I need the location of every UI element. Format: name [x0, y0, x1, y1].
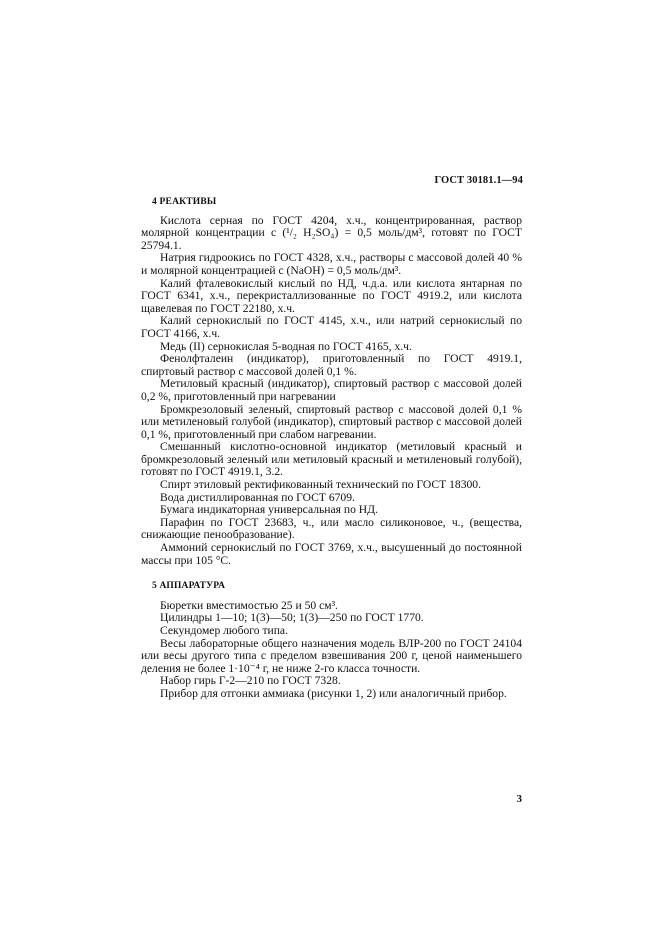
paragraph: Цилиндры 1—10; 1(3)—50; 1(3)—250 по ГОСТ 1770.	[160, 611, 424, 625]
paragraph: Аммоний сернокислый по ГОСТ 3769, х.ч., высушенный до постоянной массы при 105 °С.	[141, 541, 522, 567]
paragraph: Фенолфталеин (индикатор), приготовленный по ГОСТ 4919.1, спиртовый раствор с массовой долей 0,1 %.	[141, 352, 522, 378]
paragraph: Бумага индикаторная универсальная по НД.	[160, 503, 378, 517]
document-body	[141, 196, 522, 701]
paragraph: Метиловый красный (индикатор), спиртовый раствор с массовой долей 0,2 %, приготовленный при нагревании	[141, 377, 522, 403]
section-title-apparatus: 5 АППАРАТУРА	[152, 581, 226, 592]
paragraph: Калий фталевокислый кислый по НД, ч.д.а. или кислота янтарная по ГОСТ 6341, х.ч., перекристаллизованные по ГОСТ 4919.2, или кислота щавелевая по ГОСТ 22180, х.ч.	[141, 276, 522, 315]
paragraph: Секундомер любого типа.	[160, 624, 288, 637]
document-id-header: ГОСТ 30181.1—94	[434, 175, 523, 186]
paragraph: Весы лабораторные общего назначения модель ВЛР-200 по ГОСТ 24104 или весы другого типа с пределом взвешивания 200 г, ценой наименьшего деления не более 1·10⁻⁴ г, не ниже 2-го класса точности.	[141, 636, 522, 675]
paragraph: Бромкрезоловый зеленый, спиртовый раствор с массовой долей 0,1 % или метиленовый голубой (индикатор), спиртовый раствор с массовой долей 0,1 %, приготовленный при слабом нагревании.	[141, 402, 522, 441]
paragraph: Кислота серная по ГОСТ 4204, х.ч., концентрированная, раствор молярной концентрации c (¹/₂ H₂SO₄) = 0,5 моль/дм³, готовят по ГОСТ 25794.1.	[141, 213, 522, 252]
paragraph: Медь (II) сернокислая 5-водная по ГОСТ 4165, х.ч.	[160, 339, 412, 353]
paragraph: Бюретки вместимостью 25 и 50 см³.	[160, 598, 338, 612]
paragraph: Вода дистиллированная по ГОСТ 6709.	[160, 490, 355, 504]
paragraph: Калий сернокислый по ГОСТ 4145, х.ч., или натрий сернокислый по ГОСТ 4166, х.ч.	[141, 314, 522, 340]
paragraph: Натрия гидроокись по ГОСТ 4328, х.ч., растворы с массовой долей 40 % и молярной концентрацией c (NaOH) = 0,5 моль/дм³.	[141, 251, 522, 277]
paragraph: Спирт этиловый ректификованный технический по ГОСТ 18300.	[160, 478, 482, 492]
paragraph: Смешанный кислотно-основной индикатор (метиловый красный и бромкрезоловый зеленый или метиловый красный и метиленовый голубой), готовят по ГОСТ 4919.1, 3.2.	[141, 440, 522, 479]
page-number: 3	[516, 793, 522, 805]
paragraph: Парафин по ГОСТ 23683, ч., или масло силиконовое, ч., (вещества, снижающие пенообразование).	[141, 515, 522, 542]
paragraph: Прибор для отгонки аммиака (рисунки 1, 2) или аналогичный прибор.	[160, 686, 507, 700]
section-title-reagents: 4 РЕАКТИВЫ	[152, 197, 217, 207]
paragraph: Набор гирь Г-2—210 по ГОСТ 7328.	[160, 674, 341, 688]
